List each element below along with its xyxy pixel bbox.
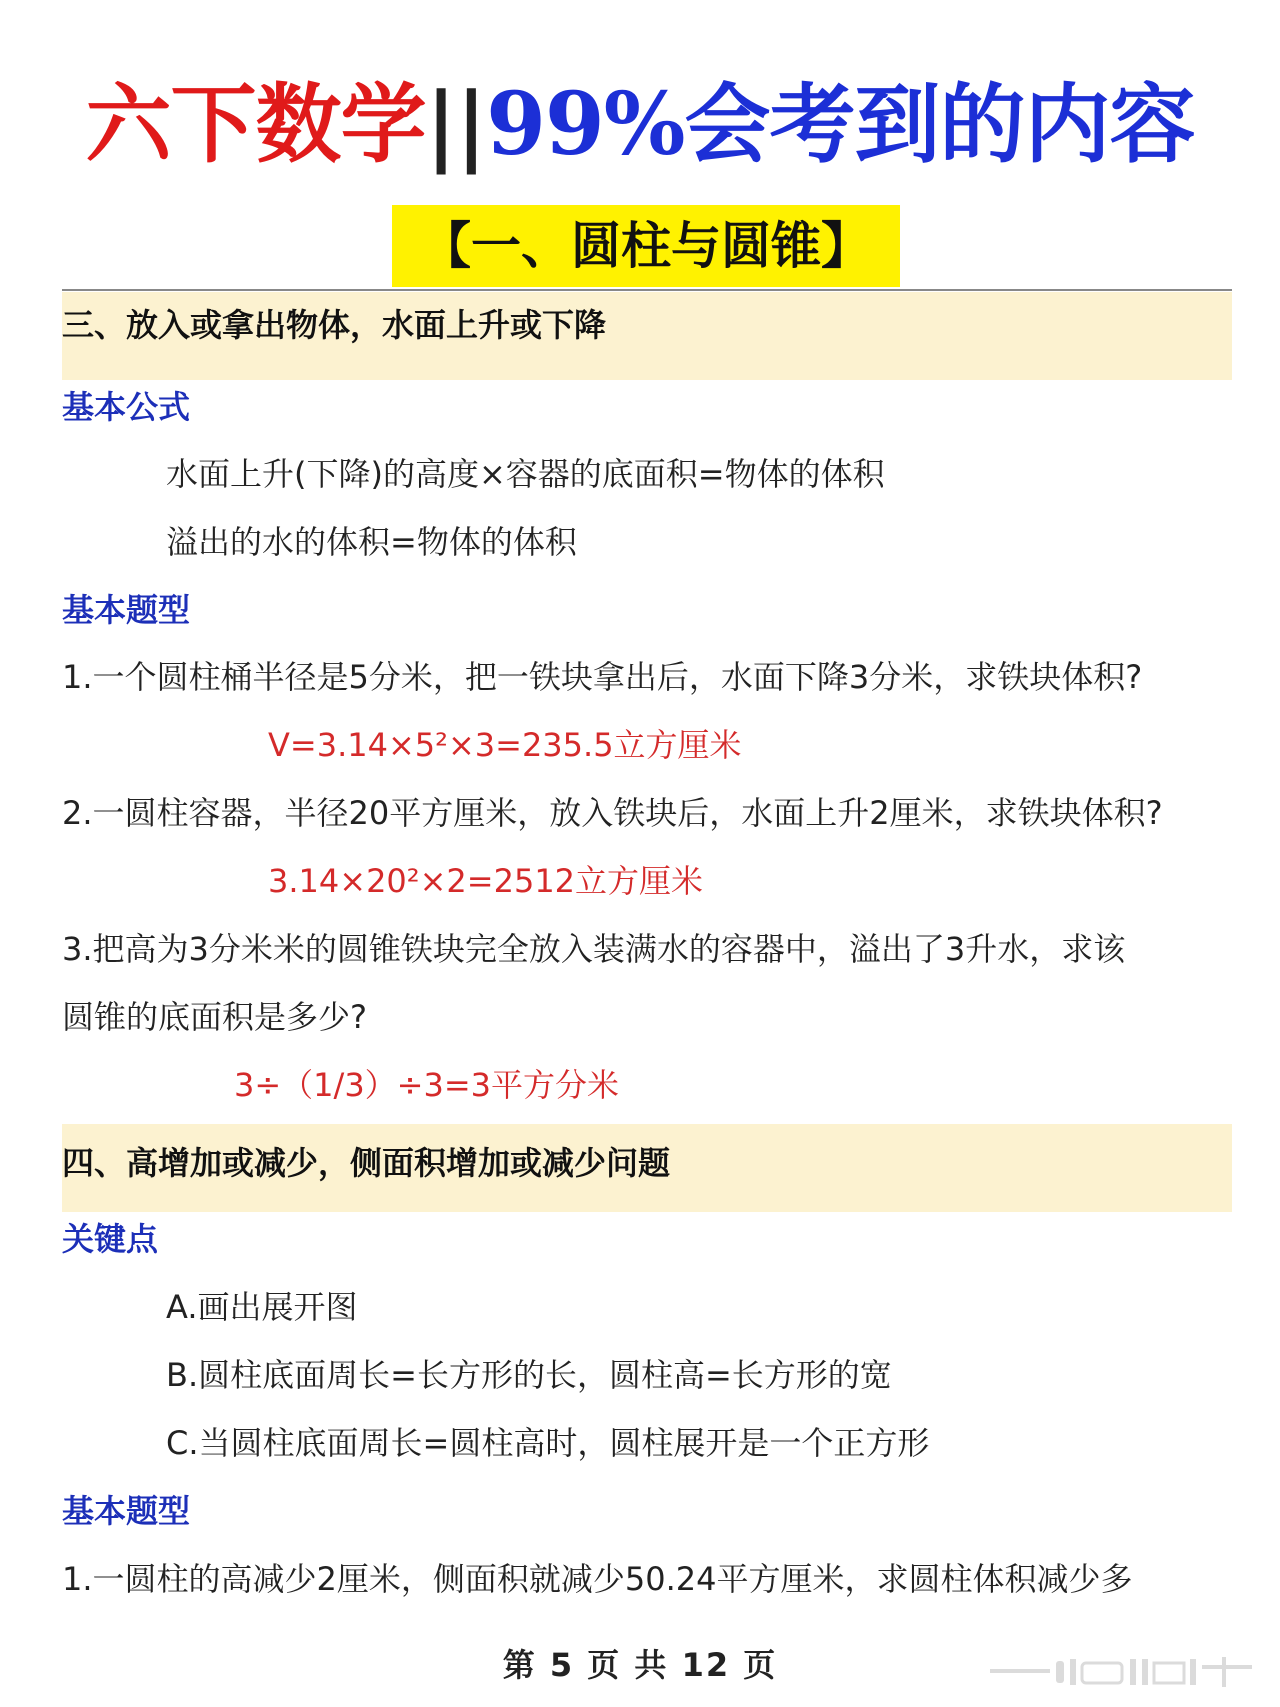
section-4-heading-text: 四、高增加或减少，侧面积增加或减少问题 [62,1144,671,1182]
problem-2-question: 2.一圆柱容器，半径20平方厘米，放入铁块后，水面上升2厘米，求铁块体积? [62,794,1163,832]
watermark-image [990,1655,1260,1689]
chapter-banner: 【一、圆柱与圆锥】 [392,205,900,287]
formula-label: 基本公式 [62,388,191,426]
problem-2-answer: 3.14×20²×2=2512立方厘米 [268,862,704,900]
problem-3-answer: 3÷（1/3）÷3=3平方分米 [234,1066,620,1104]
title-part2: 99%会考到的内容 [486,74,1195,175]
section-3-heading [62,292,1232,380]
problems-label-1: 基本题型 [62,591,191,629]
problems-label-2: 基本题型 [62,1492,191,1530]
page-footer: 第 5 页 共 12 页 [502,1646,778,1684]
key-point-b: B.圆柱底面周长=长方形的长，圆柱高=长方形的宽 [166,1356,892,1394]
section-3-heading-text: 三、放入或拿出物体，水面上升或下降 [62,306,607,344]
problem-1-question: 1.一个圆柱桶半径是5分米，把一铁块拿出后，水面下降3分米，求铁块体积? [62,658,1143,696]
title-part1: 六下数学 [85,74,426,175]
formula-1: 水面上升(下降)的高度×容器的底面积=物体的体积 [166,455,885,493]
key-point-c: C.当圆柱底面周长=圆柱高时，圆柱展开是一个正方形 [166,1424,930,1462]
section-4-heading [62,1124,1232,1212]
divider-line [62,289,1232,291]
key-points-label: 关键点 [62,1220,159,1258]
title-separator: || [425,74,487,175]
key-point-a: A.画出展开图 [166,1288,358,1326]
section-4-problem-1: 1.一圆柱的高减少2厘米，侧面积就减少50.24平方厘米，求圆柱体积减少多 [62,1560,1133,1598]
formula-2: 溢出的水的体积=物体的体积 [166,523,577,561]
problem-3-question-line2: 圆锥的底面积是多少? [62,998,367,1036]
problem-3-question-line1: 3.把高为3分米米的圆锥铁块完全放入装满水的容器中，溢出了3升水，求该 [62,930,1126,968]
page-title [0,70,1280,180]
problem-1-answer: V=3.14×5²×3=235.5立方厘米 [268,726,742,764]
